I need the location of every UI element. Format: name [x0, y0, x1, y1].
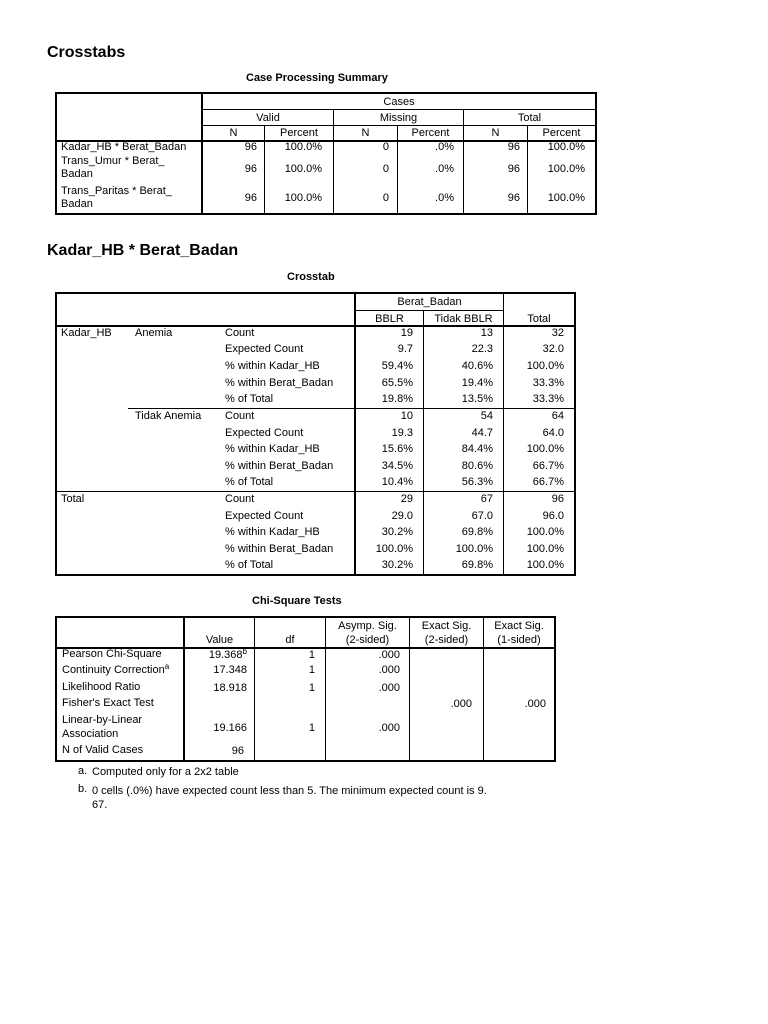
crosstab-cell: 19.3: [391, 427, 413, 439]
crosstab-cell: 100.0%: [455, 543, 493, 555]
cps-cell: .0%: [435, 192, 454, 204]
crosstab-cell: 15.6%: [381, 443, 413, 455]
cps-cell: 96: [507, 163, 520, 175]
footnote-mark-a: a.: [78, 765, 88, 777]
cps-caption: Case Processing Summary: [246, 72, 388, 84]
cps-row-label: Trans_Umur * Berat_: [61, 155, 165, 167]
crosstab-cell: 59.4%: [381, 360, 413, 372]
chi-header-exact2-sided: (2-sided): [424, 634, 469, 646]
crosstab-cell: 33.3%: [532, 393, 564, 405]
crosstab-row-var: Kadar_HB: [61, 327, 112, 339]
chi-row-label: Continuity Correction$^a$: [62, 662, 170, 676]
heading-crosstabs: Crosstabs: [47, 44, 126, 61]
crosstab-cell: 56.3%: [461, 476, 493, 488]
footnote-b-text: 0 cells (.0%) have expected count less than 5. The minimum expected count is 9.: [92, 785, 487, 797]
cps-header-missing: Missing: [379, 112, 418, 124]
crosstab-col-tidak-bblr: Tidak BBLR: [434, 313, 493, 325]
chi-header-exact1-sided: (1-sided): [497, 634, 541, 646]
chi-header-df: df: [285, 634, 295, 646]
crosstab-cell: 30.2%: [381, 526, 413, 538]
cps-row-label: Kadar_HB * Berat_Badan: [61, 141, 187, 153]
chi-row-label: Pearson Chi-Square: [62, 648, 162, 660]
crosstab-cell: 19: [400, 327, 413, 339]
stat-label: % within Kadar_HB: [225, 360, 320, 372]
footnote-marker: b: [242, 647, 247, 656]
crosstab-cell: 69.8%: [461, 559, 493, 571]
stat-label: % of Total: [225, 559, 274, 571]
crosstab-cell: 64.0: [542, 427, 564, 439]
stat-label: % within Kadar_HB: [225, 526, 320, 538]
cps-row-label-cont: Badan: [61, 168, 93, 180]
cps-row-label: Trans_Paritas * Berat_: [61, 185, 172, 197]
crosstab-cell: 32.0: [542, 343, 564, 355]
cps-cell: 100.0%: [547, 141, 585, 153]
cps-cell: 100.0%: [547, 192, 585, 204]
crosstab-cell: 32: [551, 327, 564, 339]
chi-cell-asymp: .000: [378, 649, 400, 661]
crosstab-cell: 10: [400, 410, 413, 422]
crosstab-cell: 100.0%: [526, 360, 564, 372]
chi-cell-df: 1: [308, 722, 315, 734]
crosstab-cell: 22.3: [471, 343, 493, 355]
crosstab-cell: 64: [551, 410, 564, 422]
crosstab-col-bblr: BBLR: [375, 313, 404, 325]
chi-cell-asymp: .000: [378, 664, 400, 676]
cps-header-n: N: [491, 127, 500, 139]
cps-cell: 100.0%: [284, 192, 322, 204]
chi-cell-value: 96: [231, 745, 244, 757]
cps-header-total: Total: [517, 112, 542, 124]
crosstab-cell: 33.3%: [532, 377, 564, 389]
crosstab-group-tidak-anemia: Tidak Anemia: [135, 410, 202, 422]
cps-cell: 100.0%: [284, 141, 322, 153]
crosstab-cell: 65.5%: [381, 377, 413, 389]
chi-cell-value: 19.166: [213, 722, 247, 734]
stat-label: % of Total: [225, 393, 274, 405]
cps-row-label-cont: Badan: [61, 198, 93, 210]
cps-cell: 96: [507, 141, 520, 153]
stat-label: % of Total: [225, 476, 274, 488]
stat-label: Count: [225, 327, 255, 339]
crosstab-cell: 13: [480, 327, 493, 339]
crosstab-cell: 13.5%: [461, 393, 493, 405]
crosstab-cell: 29.0: [391, 510, 413, 522]
crosstab-cell: 54: [480, 410, 493, 422]
stat-label: % within Berat_Badan: [225, 377, 334, 389]
crosstab-cell: 84.4%: [461, 443, 493, 455]
stat-label: Count: [225, 410, 255, 422]
cps-header-n: N: [229, 127, 238, 139]
cps-cell: 0: [382, 163, 389, 175]
crosstab-cell: 67.0: [471, 510, 493, 522]
footnote-marker: a: [164, 662, 170, 671]
cps-cell: 0: [382, 192, 389, 204]
cps-cell: 0: [382, 141, 389, 153]
crosstab-group-anemia: Anemia: [135, 327, 173, 339]
chi-row-label: N of Valid Cases: [62, 744, 144, 756]
chi-row-label: Fisher's Exact Test: [62, 697, 154, 709]
cps-cell: 96: [244, 163, 257, 175]
footnote-mark-b: b.: [78, 783, 88, 795]
crosstab-cell: 9.7: [397, 343, 413, 355]
chi-square-caption: Chi-Square Tests: [252, 595, 342, 607]
crosstab-col-group: Berat_Badan: [397, 296, 462, 308]
chi-row-label-cont: Association: [62, 728, 119, 740]
chi-header-exact2-sig: Exact Sig.: [421, 620, 472, 632]
footnote-a-text: Computed only for a 2x2 table: [92, 766, 239, 778]
chi-header-exact1-sig: Exact Sig.: [494, 620, 544, 632]
crosstab-cell: 19.4%: [461, 377, 493, 389]
crosstab-caption: Crosstab: [287, 271, 335, 283]
chi-cell-exact2: .000: [450, 698, 472, 710]
heading-kadar-hb-berat-badan: Kadar_HB * Berat_Badan: [47, 242, 239, 259]
stat-label: Expected Count: [225, 427, 304, 439]
stat-label: Count: [225, 493, 255, 505]
cps-cell: .0%: [435, 163, 454, 175]
crosstab-cell: 80.6%: [461, 460, 493, 472]
cps-header-n: N: [361, 127, 370, 139]
stat-label: % within Kadar_HB: [225, 443, 320, 455]
cps-cell: 96: [244, 192, 257, 204]
crosstab-cell: 10.4%: [381, 476, 413, 488]
crosstab-cell: 100.0%: [375, 543, 413, 555]
crosstab-group-total: Total: [61, 493, 85, 505]
chi-cell-df: 1: [308, 664, 315, 676]
cps-cell: .0%: [435, 141, 454, 153]
stat-label: % within Berat_Badan: [225, 543, 334, 555]
chi-cell-value: 19.368$^b$: [208, 647, 247, 661]
crosstab-cell: 30.2%: [381, 559, 413, 571]
crosstab-cell: 100.0%: [526, 526, 564, 538]
chi-header-asymp-sided: (2-sided): [345, 634, 390, 646]
chi-cell-value: 18.918: [213, 682, 247, 694]
cps-header-percent: Percent: [280, 127, 318, 139]
crosstab-cell: 96.0: [542, 510, 564, 522]
crosstab-cell: 66.7%: [532, 460, 564, 472]
crosstab-cell: 96: [551, 493, 564, 505]
chi-cell-df: 1: [308, 649, 315, 661]
crosstab-cell: 19.8%: [381, 393, 413, 405]
cps-header-percent: Percent: [411, 127, 450, 139]
chi-cell-value: 17.348: [213, 664, 247, 676]
footnote-b-text-cont: 67.: [92, 799, 108, 811]
chi-cell-asymp: .000: [378, 722, 400, 734]
cps-cell: 100.0%: [547, 163, 585, 175]
crosstab-cell: 100.0%: [526, 559, 564, 571]
chi-row-label: Linear-by-Linear: [62, 714, 143, 726]
stat-label: Expected Count: [225, 343, 304, 355]
cps-header-valid: Valid: [256, 112, 280, 124]
cps-cell: 100.0%: [284, 163, 322, 175]
stat-label: Expected Count: [225, 510, 304, 522]
crosstab-cell: 44.7: [471, 427, 493, 439]
cps-cell: 96: [244, 141, 257, 153]
crosstab-col-total: Total: [527, 313, 551, 325]
crosstab-cell: 34.5%: [381, 460, 413, 472]
cps-header-cases: Cases: [383, 96, 415, 108]
chi-header-asymp-sig: Asymp. Sig.: [338, 620, 397, 632]
chi-header-value: Value: [205, 634, 234, 646]
crosstab-cell: 69.8%: [461, 526, 493, 538]
chi-row-label: Likelihood Ratio: [62, 681, 141, 693]
chi-cell-asymp: .000: [378, 682, 400, 694]
crosstab-cell: 40.6%: [461, 360, 493, 372]
crosstab-cell: 100.0%: [526, 543, 564, 555]
crosstab-cell: 100.0%: [526, 443, 564, 455]
crosstab-cell: 29: [400, 493, 413, 505]
stat-label: % within Berat_Badan: [225, 460, 334, 472]
cps-header-percent: Percent: [542, 127, 581, 139]
chi-cell-df: 1: [308, 682, 315, 694]
chi-cell-exact1: .000: [524, 698, 546, 710]
crosstab-cell: 67: [480, 493, 493, 505]
crosstab-cell: 66.7%: [532, 476, 564, 488]
cps-cell: 96: [507, 192, 520, 204]
